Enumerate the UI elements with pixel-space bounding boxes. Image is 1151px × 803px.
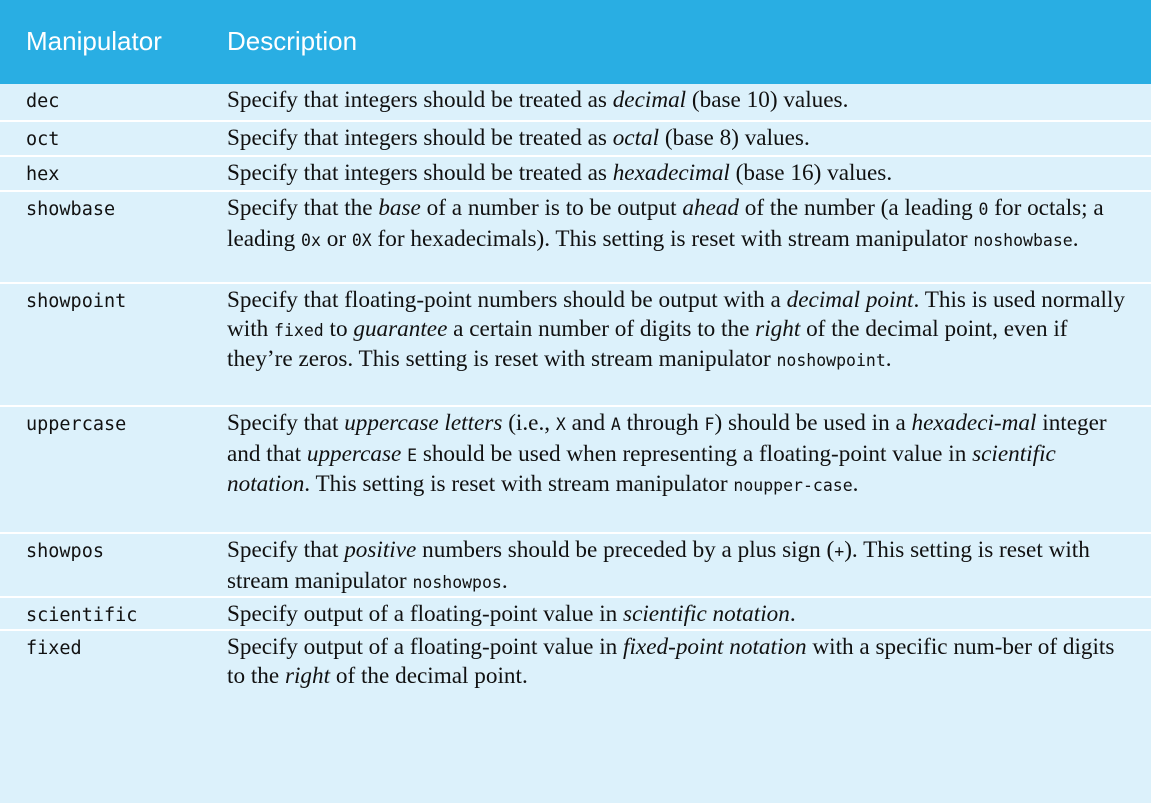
description-text: Specify output of a floating-point value in bbox=[227, 601, 624, 627]
description-text: . bbox=[789, 601, 796, 627]
description-cell bbox=[227, 600, 1127, 629]
code-text: F bbox=[704, 415, 715, 434]
code-text: 0 bbox=[978, 200, 989, 219]
description-text: . This setting is reset with stream manipulator bbox=[304, 471, 734, 498]
emphasis-text: scientific notation bbox=[227, 440, 1056, 498]
emphasis-text: hexadecimal bbox=[612, 160, 730, 186]
description-text: Specify that integers should be treated as bbox=[227, 87, 613, 113]
description-text: integer and that bbox=[227, 410, 1107, 467]
description-cell bbox=[227, 633, 1127, 690]
description-text: . bbox=[501, 567, 508, 594]
description-cell bbox=[227, 124, 1127, 153]
description-text: with a specific num-ber of digits to the bbox=[227, 634, 1115, 689]
emphasis-text: ahead bbox=[682, 195, 739, 221]
description-text: of the number (a leading bbox=[738, 195, 979, 221]
table-row bbox=[0, 192, 1151, 284]
description-text: of the decimal point. bbox=[330, 662, 528, 689]
description-text: for octals; a leading bbox=[227, 195, 1104, 252]
table-row bbox=[0, 407, 1151, 534]
emphasis-text: decimal bbox=[612, 87, 687, 113]
description-text: Specify that integers should be treated as bbox=[227, 125, 613, 151]
table-row bbox=[0, 534, 1151, 598]
description-cell bbox=[227, 409, 1127, 501]
emphasis-text: octal bbox=[612, 125, 660, 151]
description-text: ). This setting is reset with stream manipulator bbox=[227, 537, 1090, 594]
emphasis-text: uppercase bbox=[306, 440, 402, 467]
table-row bbox=[0, 284, 1151, 407]
table-header bbox=[0, 0, 1151, 84]
header-manipulator: Manipulator bbox=[26, 26, 162, 56]
emphasis-text: right bbox=[755, 315, 801, 342]
description-text: ) should be used in a bbox=[714, 410, 912, 436]
manipulator-cell: showpos bbox=[26, 541, 104, 562]
table-row bbox=[0, 84, 1151, 122]
description-text: . bbox=[885, 346, 892, 373]
code-text: noupper-case bbox=[733, 476, 853, 496]
emphasis-text: base bbox=[378, 195, 421, 221]
code-text: 0x bbox=[301, 230, 321, 250]
description-text: or bbox=[320, 225, 352, 252]
table-row bbox=[0, 631, 1151, 701]
header-description: Description bbox=[227, 26, 358, 56]
code-text: 0X bbox=[351, 230, 372, 250]
code-text: noshowpos bbox=[412, 572, 502, 592]
table-row bbox=[0, 598, 1151, 631]
description-text: through bbox=[620, 410, 705, 436]
emphasis-text: scientific notation bbox=[623, 601, 790, 627]
emphasis-text: right bbox=[284, 662, 331, 689]
description-text: of the decimal point, even if they’re zeros. This setting is reset with stream manipulator bbox=[227, 315, 1068, 373]
code-text: noshowbase bbox=[973, 230, 1073, 250]
description-text: (base 8) values. bbox=[659, 125, 810, 151]
description-text: Specify that the bbox=[227, 195, 379, 221]
description-text: . This is used normally with bbox=[227, 287, 1125, 342]
description-text: Specify that bbox=[227, 537, 345, 563]
code-text: A bbox=[610, 415, 621, 434]
description-cell bbox=[227, 536, 1127, 597]
description-text: Specify output of a floating-point value in bbox=[227, 634, 624, 660]
code-text: E bbox=[407, 445, 418, 465]
description-text: numbers should be preceded by a plus sign ( bbox=[416, 537, 835, 563]
description-text: (i.e., bbox=[502, 410, 556, 436]
manipulator-cell: uppercase bbox=[26, 414, 127, 435]
manipulator-cell: fixed bbox=[26, 638, 82, 659]
description-text: . bbox=[852, 471, 859, 498]
emphasis-text: fixed-point notation bbox=[623, 634, 807, 660]
description-cell bbox=[227, 86, 1127, 115]
description-text: Specify that floating-point numbers should be output with a bbox=[227, 287, 787, 313]
table-row bbox=[0, 157, 1151, 192]
code-text: noshowpoint bbox=[776, 351, 886, 371]
description-text: for hexadecimals). This setting is reset with stream manipulator bbox=[371, 225, 974, 252]
description-text: Specify that bbox=[227, 410, 345, 436]
description-cell bbox=[227, 286, 1127, 376]
emphasis-text: uppercase letters bbox=[344, 410, 503, 436]
description-text: Specify that integers should be treated as bbox=[227, 160, 613, 186]
emphasis-text: hexadeci-mal bbox=[911, 410, 1037, 436]
manipulator-cell: showpoint bbox=[26, 291, 127, 312]
description-text: (base 10) values. bbox=[686, 87, 849, 113]
manipulator-cell: oct bbox=[26, 129, 60, 150]
description-cell bbox=[227, 159, 1127, 188]
manipulator-cell: hex bbox=[26, 164, 60, 185]
emphasis-text: guarantee bbox=[353, 315, 448, 342]
manipulator-cell: scientific bbox=[26, 605, 138, 626]
table-row bbox=[0, 122, 1151, 157]
description-text: to bbox=[323, 315, 354, 342]
emphasis-text: decimal point bbox=[786, 287, 914, 313]
manipulator-cell: showbase bbox=[26, 199, 116, 220]
description-text: (base 16) values. bbox=[729, 160, 893, 186]
description-text: should be used when representing a floating-point value in bbox=[417, 440, 973, 467]
emphasis-text: positive bbox=[344, 537, 417, 563]
code-text: X bbox=[555, 415, 566, 434]
manipulator-cell: dec bbox=[26, 91, 60, 112]
description-text: . bbox=[1072, 225, 1079, 252]
description-text: a certain number of digits to the bbox=[447, 315, 756, 342]
description-text: and bbox=[565, 410, 611, 436]
code-text: fixed bbox=[274, 320, 324, 340]
description-text: of a number is to be output bbox=[420, 195, 683, 221]
code-text: + bbox=[834, 542, 845, 561]
description-cell bbox=[227, 194, 1127, 255]
